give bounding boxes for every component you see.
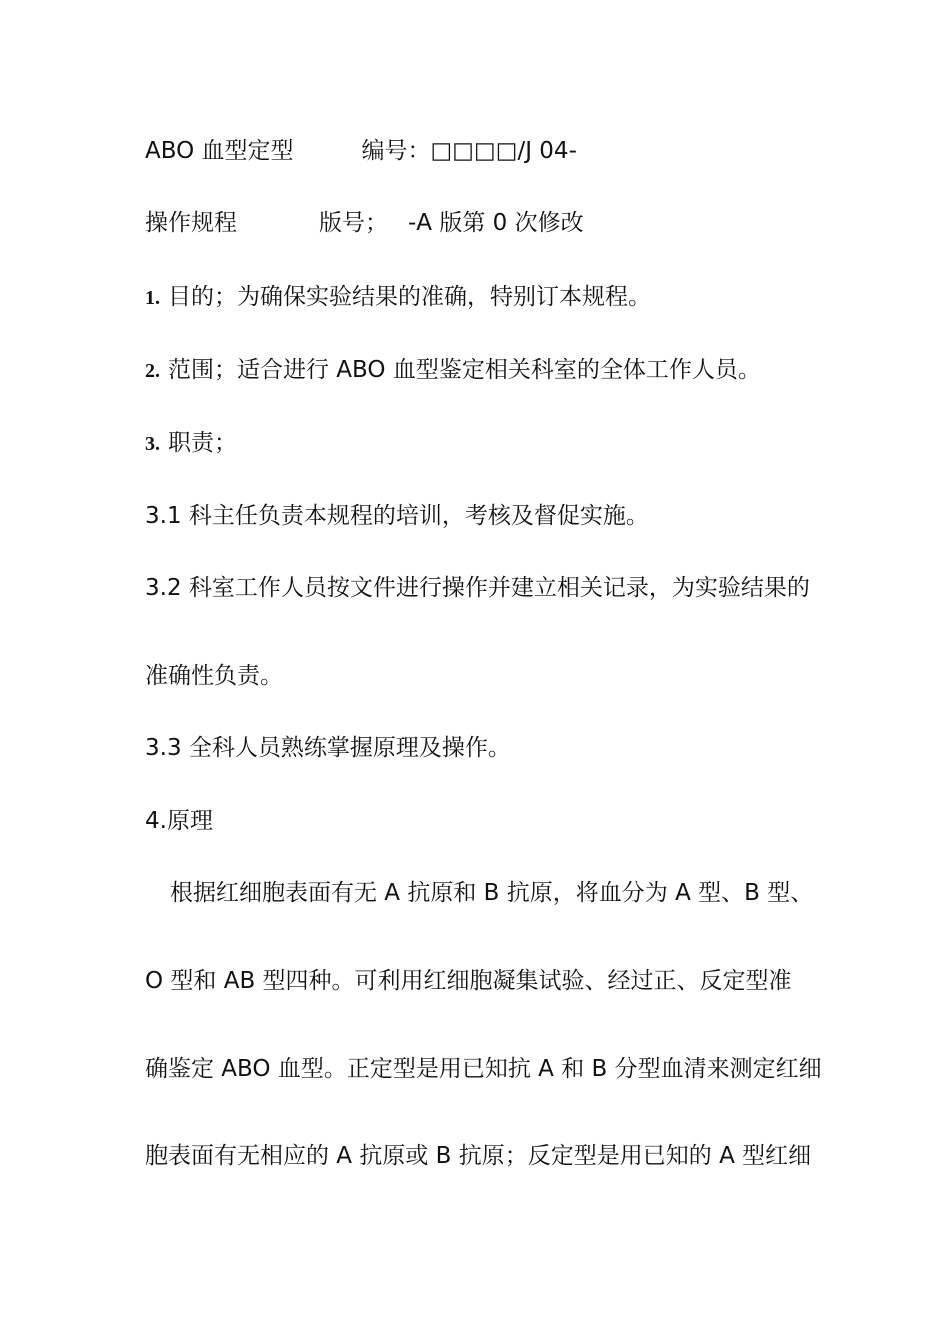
header-row-2 [145, 208, 584, 238]
section-purpose [145, 282, 651, 313]
code-value: □□□□/J 04- [430, 138, 577, 164]
duty-item: 3.3 全科人员熟练掌握原理及操作。 [145, 735, 511, 761]
section-number: 1. [145, 287, 160, 309]
principle-paragraph-line: 胞表面有无相应的 A 抗原或 B 抗原；反定型是用已知的 A 型红细 [145, 1143, 812, 1169]
principle-paragraph-line: O 型和 AB 型四种。可利用红细胞凝集试验、经过正、反定型准 [145, 968, 792, 994]
section-scope [145, 355, 761, 386]
duty-item-continuation: 准确性负责。 [145, 663, 283, 689]
section-number: 3. [145, 433, 160, 455]
version-label: 版号； [319, 210, 388, 236]
section-text: 目的；为确保实验结果的准确，特别订本规程。 [168, 284, 651, 310]
principle-paragraph-line: 确鉴定 ABO 血型。正定型是用已知抗 A 和 B 分型血清来测定红细 [145, 1056, 822, 1082]
principle-paragraph-line: 根据红细胞表面有无 A 抗原和 B 抗原，将血分为 A 型、B 型、 [170, 880, 814, 906]
header-row-1 [145, 136, 577, 166]
doc-title: ABO 血型定型 [145, 138, 294, 164]
duty-item: 3.2 科室工作人员按文件进行操作并建立相关记录，为实验结果的 [145, 575, 810, 601]
code-label: 编号： [361, 138, 431, 164]
duty-item: 3.1 科主任负责本规程的培训，考核及督促实施。 [145, 503, 649, 529]
doc-subtitle: 操作规程 [145, 210, 237, 236]
section-duties [145, 428, 237, 459]
principle-heading: 4.原理 [145, 808, 213, 834]
section-number: 2. [145, 360, 160, 382]
section-text: 范围；适合进行 ABO 血型鉴定相关科室的全体工作人员。 [168, 357, 761, 383]
section-text: 职责； [168, 430, 237, 456]
version-value: -A 版第 0 次修改 [408, 210, 584, 236]
